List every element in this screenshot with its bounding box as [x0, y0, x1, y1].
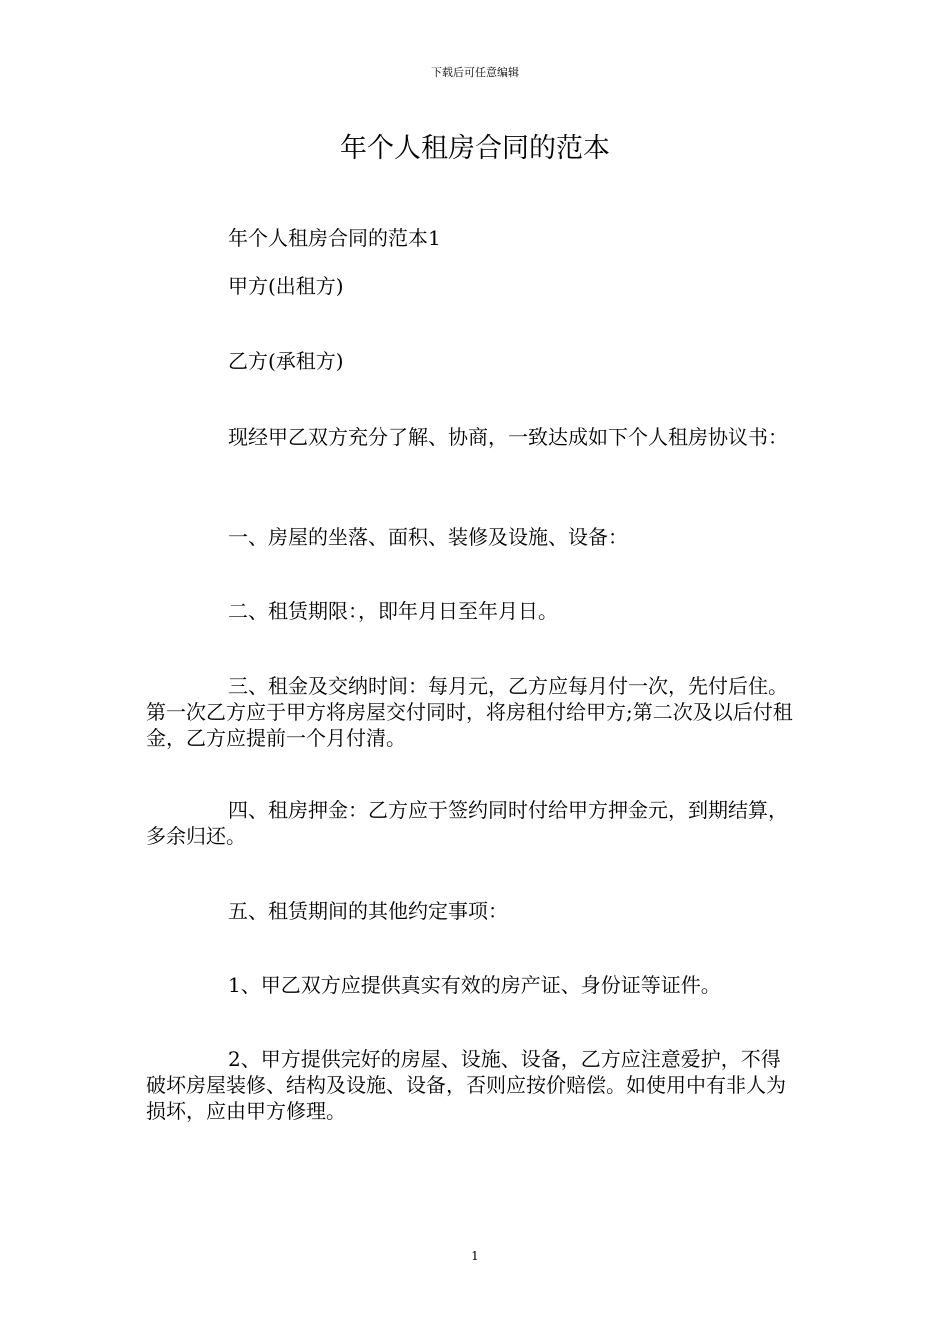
paragraph-intro: 现经甲乙双方充分了解、协商，一致达成如下个人租房协议书：	[228, 425, 788, 449]
page-number: 1	[471, 1249, 479, 1263]
paragraph-clause-4: 四、租房押金：乙方应于签约同时付给甲方押金元，到期结算，多余归还。	[146, 798, 788, 848]
paragraph-subtitle: 年个人租房合同的范本1	[228, 226, 441, 250]
paragraph-clause-5: 五、租赁期间的其他约定事项：	[228, 899, 508, 923]
paragraph-item-2: 2、甲方提供完好的房屋、设施、设备，乙方应注意爱护，不得破坏房屋装修、结构及设施、设备，否则应按价赔偿。如使用中有非人为损坏，应由甲方修理。	[146, 1047, 786, 1123]
header-note: 下载后可任意编辑	[431, 66, 519, 79]
paragraph-item-1: 1、甲乙双方应提供真实有效的房产证、身份证等证件。	[228, 973, 721, 997]
document-title: 年个人租房合同的范本	[340, 133, 610, 164]
paragraph-clause-3: 三、租金及交纳时间：每月元，乙方应每月付一次，先付后住。第一次乙方应于甲方将房屋交付同时，将房租付给甲方;第二次及以后付租金，乙方应提前一个月付清。	[146, 674, 793, 750]
paragraph-party-b: 乙方(承租方)	[228, 349, 344, 373]
paragraph-clause-2: 二、租赁期限：，即年月日至年月日。	[228, 599, 558, 623]
paragraph-clause-1: 一、房屋的坐落、面积、装修及设施、设备：	[228, 525, 628, 549]
paragraph-party-a: 甲方(出租方)	[228, 274, 344, 298]
